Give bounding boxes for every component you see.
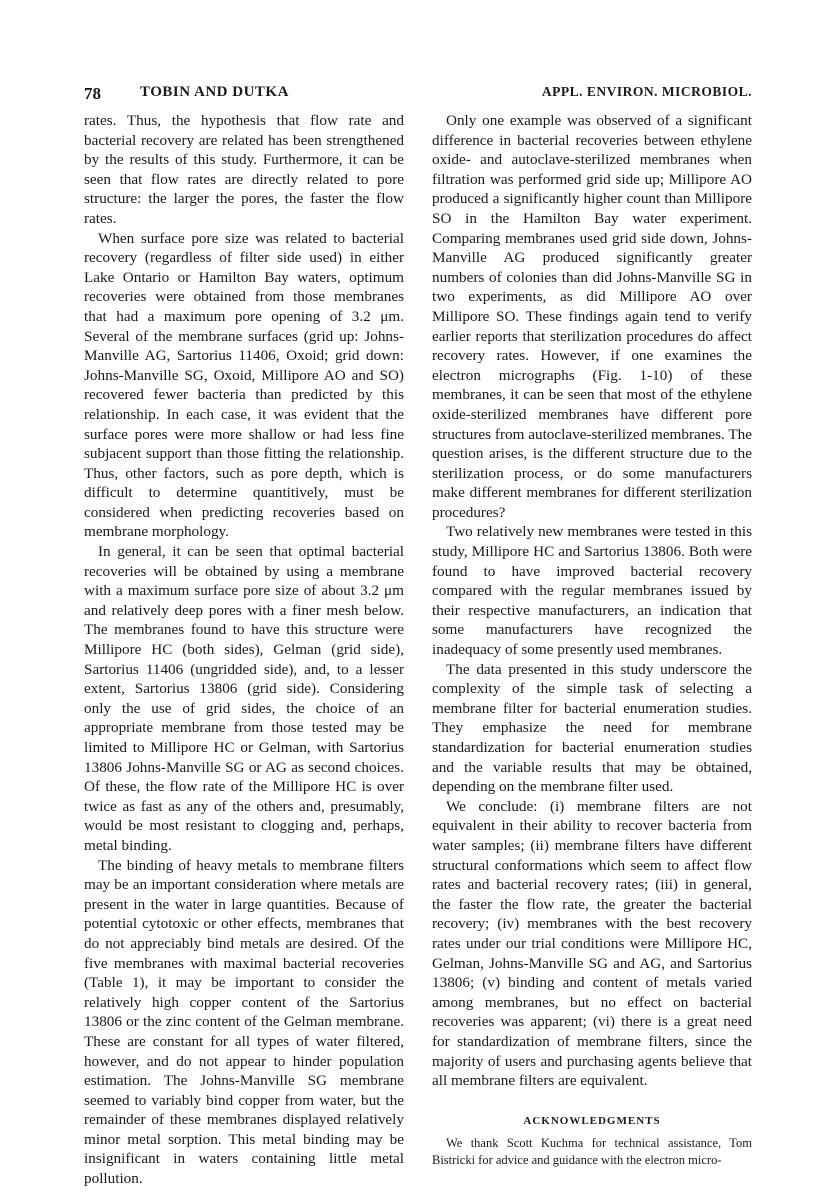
page-number: 78 xyxy=(84,84,101,103)
paragraph: We conclude: (i) membrane filters are not equivalent in their ability to recover bacteria from water samples; (ii) membrane filters have different structural conformations which seem to affect flow rates and bacterial recovery rates; (iii) in general, the faster the flow rate, the greater the bacterial recovery; (iv) membranes with the best recovery rates under our trial conditions were Millipore HC, Gelman, Johns-Manville SG and AG, and Sartorius 13806; (v) binding and content of metals varied among membranes, but no effect on bacterial recoveries was apparent; (vi) there is a great need for standardization of membrane filters, since the majority of users and purchasing agents believe that all membrane filters are equivalent. xyxy=(432,797,752,1090)
acknowledgments-text: We thank Scott Kuchma for technical assistance, Tom Bistricki for advice and guidance with the electron micro- xyxy=(432,1135,752,1167)
paragraph: Only one example was observed of a significant difference in bacterial recoveries between ethylene oxide- and autoclave-sterilized membranes when filtration was performed grid side up; Millipore AO produced a significantly higher count than Millipore SO in the Hamilton Bay water experiment. Comparing membranes used grid side down, Johns-Manville AG produced significantly greater numbers of colonies than did Johns-Manville SG in two experiments, as did Millipore AO over Millipore SO. These findings again tend to verify earlier reports that sterilization procedures do affect recovery rates. However, if one examines the electron micrographs (Fig. 1-10) of these membranes, it can be seen that most of the ethylene oxide-sterilized membranes have different pore structures from autoclave-sterilized membranes. The question arises, is the different structure due to the sterilization process, or do some manufacturers make different membranes for different sterilization procedures? xyxy=(432,112,752,521)
paragraph: In general, it can be seen that optimal bacterial recoveries will be obtained by using a membrane with a maximum surface pore size of about 3.2 μm and relatively deep pores with a finer mesh below. The membranes found to have this structure were Millipore HC (both sides), Gelman (grid side), Sartorius 11406 (ungridded side), and, to a lesser extent, Sartorius 13806 (grid side). Considering only the use of grid sides, the choice of an appropriate membrane from those tested may be limited to Millipore HC or Gelman, with Sartorius 13806 Johns-Manville SG or AG as second choices. Of these, the flow rate of the Millipore HC is over twice as fast as any of the others and, presumably, would be most resistant to clogging and, perhaps, metal binding. xyxy=(84,543,404,854)
paragraph: The data presented in this study underscore the complexity of the simple task of selecting a membrane filter for bacterial enumeration studies. They emphasize the need for membrane standardization for bacterial enumeration studies and the variable results that may be obtained, depending on the membrane filter used. xyxy=(432,660,752,796)
paragraph: The binding of heavy metals to membrane filters may be an important consideration where metals are present in the water in large quantities. Because of potential cytotoxic or other effects, membranes that do not appreciably bind metals are desired. Of the five membranes with maximal bacterial recoveries (Table 1), it may be important to consider the relatively high copper content of the Sartorius 13806 or the zinc content of the Gelman membrane. These are constant for all types of water filtered, however, and do not appear to hinder population estimation. The Johns-Manville SG membrane seemed to variably bind copper from water, but the remainder of these membranes displayed relatively minor metal sorption. This metal binding may be insignificant in waters containing little metal pollution. xyxy=(84,856,404,1188)
acknowledgments-heading: ACKNOWLEDGMENTS xyxy=(523,1114,661,1127)
paragraph: rates. Thus, the hypothesis that flow rate and bacterial recovery are related has been strengthened by the results of this study. Furthermore, it can be seen that flow rates are directly related to pore structure: the larger the pores, the faster the flow rates. xyxy=(84,112,404,227)
journal-name: APPL. ENVIRON. MICROBIOL. xyxy=(541,84,752,99)
paragraph: Two relatively new membranes were tested in this study, Millipore HC and Sartorius 13806. Both were found to have improved bacterial recovery compared with the regular membranes issued by their respective manufacturers, an indication that some manufacturers have recognized the inadequacy of some presently used membranes. xyxy=(432,523,752,659)
running-header xyxy=(84,84,752,104)
left-column xyxy=(84,111,404,1189)
right-column xyxy=(432,111,752,1169)
running-authors: TOBIN AND DUTKA xyxy=(140,84,289,100)
paragraph: When surface pore size was related to bacterial recovery (regardless of filter side used) in either Lake Ontario or Hamilton Bay waters, optimum recoveries were obtained from those membranes that had a maximum pore opening of 3.2 μm. Several of the membrane surfaces (grid up: Johns-Manville AG, Sartorius 11406, Oxoid; grid down: Johns-Manville SG, Oxoid, Millipore AO and SO) recovered fewer bacteria than predicted by this relationship. In each case, it was evident that the surface pores were more shallow or had less fine subjacent support than those fitting the relationship. Thus, other factors, such as pore depth, which is difficult to determine quantitively, must be considered when predicting recoveries based on membrane morphology. xyxy=(84,229,404,541)
